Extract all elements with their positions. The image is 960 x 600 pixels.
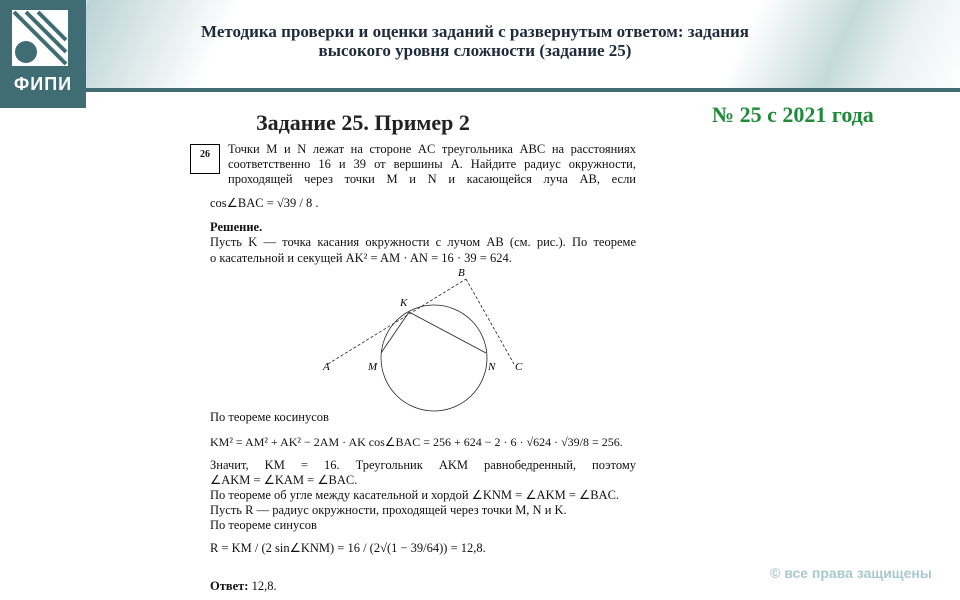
fipi-logo-icon [12, 10, 68, 66]
label-a: A [323, 361, 330, 373]
problem-line-4: cos∠BAC = √39 / 8 . [210, 196, 319, 210]
label-k: K [400, 297, 408, 309]
solution-line-2: о касательной и секущей AK² = AM · AN = 16 · 39 = 624. [210, 251, 512, 265]
problem-line-1: Точки M и N лежат на стороне AC треугольника ABC на расстояниях [228, 142, 636, 156]
problem-line-2: соответственно 16 и 39 от вершины A. Найдите радиус окружности, [228, 157, 636, 171]
side-bc [466, 279, 514, 364]
fipi-logo [0, 0, 86, 108]
answer-value: 12,8. [251, 579, 277, 593]
cos-theorem-label: По теореме косинусов [210, 410, 329, 424]
example-title: Задание 25. Пример 2 [256, 110, 470, 135]
ray-ab [328, 279, 466, 364]
sine-theorem-label: По теореме синусов [210, 518, 317, 532]
sine-formula: R = KM / (2 sin∠KNM) = 16 / (2√(1 − 39/64)) = 12,8. [210, 541, 486, 555]
chord-kn [409, 312, 486, 353]
geometry-figure [320, 264, 530, 414]
problem-line-3: проходящей через точки M и N и касающейся луча AB, если [228, 172, 636, 186]
title-line-2: высокого уровня сложности (задание 25) [318, 41, 632, 60]
label-b: B [458, 267, 465, 279]
cos-formula: KM² = AM² + AK² − 2AM · AK cos∠BAC = 256 + 624 − 2 · 6 · √624 · √39/8 = 256. [210, 435, 623, 449]
circle [381, 305, 487, 411]
solution-label: Решение. [210, 220, 263, 234]
label-m: M [368, 361, 378, 373]
tangent-line: По теореме об угле между касательной и хордой ∠KNM = ∠AKM = ∠BAC. [210, 488, 620, 502]
answer-label: Ответ: [210, 579, 249, 593]
page-title [130, 22, 820, 60]
chord-km [381, 312, 409, 353]
copyright-note: © все права защищены [770, 565, 932, 581]
then-line-2: ∠AKM = ∠KAM = ∠BAC. [210, 473, 358, 487]
label-n: N [488, 361, 496, 373]
radius-line: Пусть R — радиус окружности, проходящей через точки M, N и K. [210, 503, 567, 517]
then-line-1: Значит, KM = 16. Треугольник AKM равнобедренный, поэтому [210, 458, 636, 472]
header-divider [0, 88, 960, 92]
answer-row [210, 579, 277, 594]
task-number-box: 26 [190, 144, 220, 174]
since-label: № 25 с 2021 года [712, 102, 874, 127]
title-line-1: Методика проверки и оценки заданий с развернутым ответом: задания [201, 22, 749, 41]
solution-line-1: Пусть K — точка касания окружности с лучом AB (см. рис.). По теореме [210, 235, 636, 249]
logo-text: ФИПИ [13, 74, 73, 94]
label-c: C [515, 361, 523, 373]
